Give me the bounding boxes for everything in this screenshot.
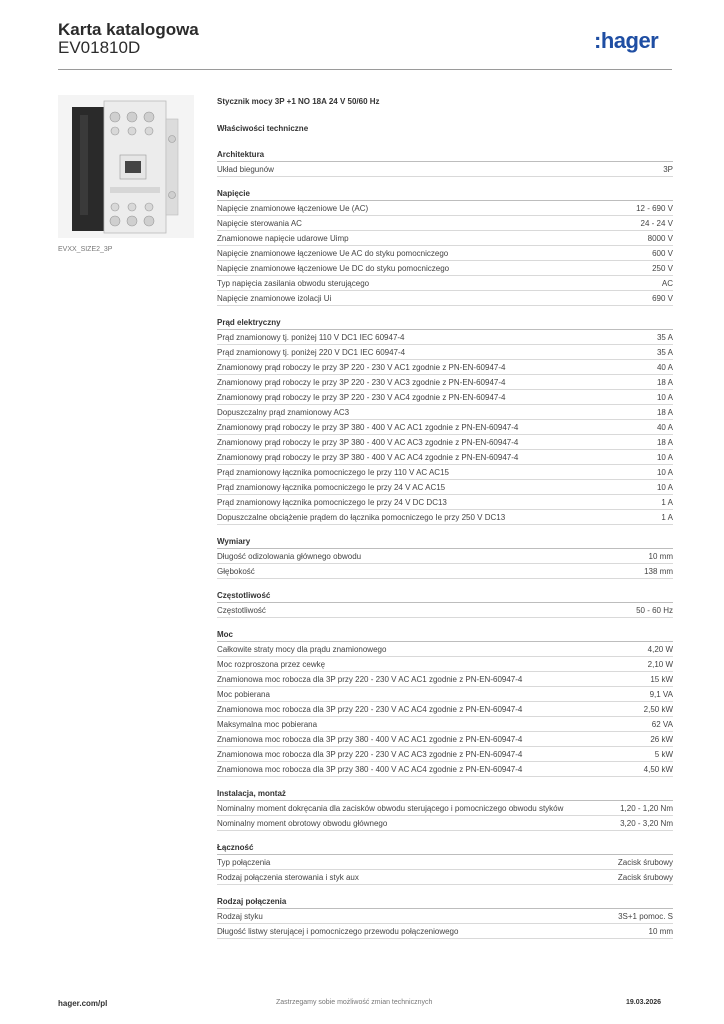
spec-row xyxy=(217,657,673,672)
spec-value: Zacisk śrubowy xyxy=(617,858,673,867)
spec-row xyxy=(217,687,673,702)
spec-value: 10 A xyxy=(656,393,673,402)
spec-label: Napięcie znamionowe łączeniowe Ue AC do styku pomocniczego xyxy=(217,249,449,258)
spec-row xyxy=(217,261,673,276)
spec-section xyxy=(217,535,673,579)
document-title: Karta katalogowa xyxy=(58,20,199,39)
spec-section xyxy=(217,787,673,831)
spec-value: 24 - 24 V xyxy=(640,219,673,228)
spec-row xyxy=(217,510,673,525)
spec-row xyxy=(217,762,673,777)
spec-value: 1 A xyxy=(661,498,673,507)
spec-section xyxy=(217,895,673,939)
spec-row xyxy=(217,276,673,291)
spec-section xyxy=(217,589,673,618)
spec-value: 2,50 kW xyxy=(643,705,673,714)
spec-row xyxy=(217,732,673,747)
spec-label: Prąd znamionowy łącznika pomocniczego Ie przy 110 V AC AC15 xyxy=(217,468,449,477)
spec-label: Prąd znamionowy tj. poniżej 220 V DC1 IEC 60947-4 xyxy=(217,348,406,357)
spec-row xyxy=(217,549,673,564)
spec-row xyxy=(217,216,673,231)
spec-label: Maksymalna moc pobierana xyxy=(217,720,318,729)
spec-label: Znamionowy prąd roboczy Ie przy 3P 380 - 400 V AC AC4 zgodnie z PN-EN-60947-4 xyxy=(217,453,519,462)
spec-section xyxy=(217,316,673,525)
spec-value: 18 A xyxy=(656,378,673,387)
logo-colon-mark: : xyxy=(594,28,601,53)
spec-value: 12 - 690 V xyxy=(636,204,673,213)
spec-row xyxy=(217,702,673,717)
spec-value: 35 A xyxy=(656,333,673,342)
spec-value: 1 A xyxy=(661,513,673,522)
spec-label: Częstotliwość xyxy=(217,606,266,615)
product-code: EV01810D xyxy=(58,38,141,57)
footer-disclaimer: Zastrzegamy sobie możliwość zmian technicznych xyxy=(276,999,433,1006)
properties-heading: Właściwości techniczne xyxy=(217,124,309,133)
spec-row xyxy=(217,420,673,435)
spec-row xyxy=(217,345,673,360)
spec-label: Moc rozproszona przez cewkę xyxy=(217,660,326,669)
spec-label: Całkowite straty mocy dla prądu znamionowego xyxy=(217,645,387,654)
section-title: Moc xyxy=(217,628,673,642)
spec-row xyxy=(217,816,673,831)
section-title: Łączność xyxy=(217,841,673,855)
spec-label: Znamionowa moc robocza dla 3P przy 220 - 230 V AC AC1 zgodnie z PN-EN-60947-4 xyxy=(217,675,523,684)
section-title: Rodzaj połączenia xyxy=(217,895,673,909)
spec-value: 18 A xyxy=(656,438,673,447)
spec-value: Zacisk śrubowy xyxy=(617,873,673,882)
spec-section xyxy=(217,841,673,885)
spec-label: Moc pobierana xyxy=(217,690,270,699)
spec-value: 50 - 60 Hz xyxy=(636,606,673,615)
spec-label: Napięcie sterowania AC xyxy=(217,219,302,228)
spec-value: 4,50 kW xyxy=(643,765,673,774)
contactor-drawing xyxy=(58,95,194,238)
product-title: Stycznik mocy 3P +1 NO 18A 24 V 50/60 Hz xyxy=(217,97,380,106)
spec-value: 5 kW xyxy=(654,750,673,759)
section-title: Instalacja, montaż xyxy=(217,787,673,801)
spec-value: 10 mm xyxy=(648,927,673,936)
spec-row xyxy=(217,870,673,885)
spec-row xyxy=(217,717,673,732)
product-image xyxy=(58,95,194,238)
spec-sections xyxy=(217,148,673,939)
header-divider xyxy=(58,69,672,70)
spec-row xyxy=(217,642,673,657)
spec-section xyxy=(217,187,673,306)
spec-row xyxy=(217,435,673,450)
spec-label: Napięcie znamionowe łączeniowe Ue DC do styku pomocniczego xyxy=(217,264,450,273)
spec-value: 10 A xyxy=(656,483,673,492)
spec-label: Dopuszczalny prąd znamionowy AC3 xyxy=(217,408,350,417)
spec-label: Prąd znamionowy łącznika pomocniczego Ie przy 24 V DC DC13 xyxy=(217,498,447,507)
hager-logo xyxy=(594,28,658,54)
spec-value: 15 kW xyxy=(650,675,673,684)
spec-value: 18 A xyxy=(656,408,673,417)
spec-label: Długość listwy sterującej i pomocniczego przewodu połączeniowego xyxy=(217,927,459,936)
spec-row xyxy=(217,495,673,510)
spec-label: Znamionowa moc robocza dla 3P przy 220 - 230 V AC AC4 zgodnie z PN-EN-60947-4 xyxy=(217,705,523,714)
spec-label: Znamionowy prąd roboczy Ie przy 3P 380 - 400 V AC AC3 zgodnie z PN-EN-60947-4 xyxy=(217,438,519,447)
spec-label: Nominalny moment dokręcania dla zacisków obwodu sterującego i pomocniczego obwodu styków xyxy=(217,804,564,813)
spec-row xyxy=(217,246,673,261)
spec-label: Głębokość xyxy=(217,567,255,576)
spec-label: Znamionowa moc robocza dla 3P przy 380 - 400 V AC AC1 zgodnie z PN-EN-60947-4 xyxy=(217,735,523,744)
spec-row xyxy=(217,672,673,687)
spec-label: Znamionowy prąd roboczy Ie przy 3P 220 - 230 V AC1 zgodnie z PN-EN-60947-4 xyxy=(217,363,506,372)
spec-label: Prąd znamionowy tj. poniżej 110 V DC1 IEC 60947-4 xyxy=(217,333,405,342)
image-caption: EVXX_SIZE2_3P xyxy=(58,246,113,253)
spec-label: Układ biegunów xyxy=(217,165,274,174)
spec-section xyxy=(217,148,673,177)
section-title: Prąd elektryczny xyxy=(217,316,673,330)
spec-value: 690 V xyxy=(652,294,673,303)
spec-row xyxy=(217,201,673,216)
spec-value: 250 V xyxy=(652,264,673,273)
spec-row xyxy=(217,330,673,345)
spec-value: 1,20 - 1,20 Nm xyxy=(620,804,673,813)
spec-value: 3P xyxy=(663,165,673,174)
spec-value: AC xyxy=(661,279,673,288)
spec-label: Nominalny moment obrotowy obwodu głównego xyxy=(217,819,388,828)
spec-row xyxy=(217,924,673,939)
spec-label: Typ połączenia xyxy=(217,858,271,867)
spec-label: Dopuszczalne obciążenie prądem do łącznika pomocniczego Ie przy 250 V DC13 xyxy=(217,513,506,522)
spec-row xyxy=(217,747,673,762)
spec-label: Długość odizolowania głównego obwodu xyxy=(217,552,362,561)
section-title: Częstotliwość xyxy=(217,589,673,603)
section-title: Wymiary xyxy=(217,535,673,549)
spec-row xyxy=(217,390,673,405)
spec-value: 3S+1 pomoc. S xyxy=(618,912,673,921)
spec-value: 26 kW xyxy=(650,735,673,744)
spec-section xyxy=(217,628,673,777)
spec-row xyxy=(217,162,673,177)
spec-row xyxy=(217,909,673,924)
spec-content xyxy=(217,96,673,939)
spec-value: 10 A xyxy=(656,453,673,462)
spec-value: 2,10 W xyxy=(647,660,673,669)
spec-value: 62 VA xyxy=(651,720,673,729)
spec-row xyxy=(217,855,673,870)
spec-label: Znamionowy prąd roboczy Ie przy 3P 220 - 230 V AC4 zgodnie z PN-EN-60947-4 xyxy=(217,393,506,402)
spec-row xyxy=(217,360,673,375)
spec-label: Znamionowa moc robocza dla 3P przy 220 - 230 V AC AC3 zgodnie z PN-EN-60947-4 xyxy=(217,750,523,759)
spec-row xyxy=(217,291,673,306)
spec-row xyxy=(217,801,673,816)
spec-label: Napięcie znamionowe łączeniowe Ue (AC) xyxy=(217,204,369,213)
spec-value: 138 mm xyxy=(644,567,673,576)
spec-row xyxy=(217,465,673,480)
spec-row xyxy=(217,231,673,246)
spec-row xyxy=(217,480,673,495)
footer-website: hager.com/pl xyxy=(58,999,108,1008)
spec-row xyxy=(217,375,673,390)
spec-value: 10 mm xyxy=(648,552,673,561)
spec-row xyxy=(217,603,673,618)
spec-label: Znamionowe napięcie udarowe Uimp xyxy=(217,234,349,243)
logo-text: hager xyxy=(600,28,659,53)
spec-label: Rodzaj styku xyxy=(217,912,263,921)
spec-value: 9,1 VA xyxy=(649,690,673,699)
spec-label: Prąd znamionowy łącznika pomocniczego Ie przy 24 V AC AC15 xyxy=(217,483,446,492)
spec-value: 8000 V xyxy=(647,234,673,243)
section-title: Napięcie xyxy=(217,187,673,201)
footer-date: 19.03.2026 xyxy=(626,999,662,1006)
spec-value: 40 A xyxy=(656,363,673,372)
spec-label: Napięcie znamionowe izolacji Ui xyxy=(217,294,332,303)
spec-value: 35 A xyxy=(656,348,673,357)
spec-value: 10 A xyxy=(656,468,673,477)
spec-label: Znamionowy prąd roboczy Ie przy 3P 380 - 400 V AC AC1 zgodnie z PN-EN-60947-4 xyxy=(217,423,519,432)
spec-row xyxy=(217,564,673,579)
spec-value: 3,20 - 3,20 Nm xyxy=(620,819,673,828)
spec-label: Typ napięcia zasilania obwodu sterującego xyxy=(217,279,370,288)
spec-label: Rodzaj połączenia sterowania i styk aux xyxy=(217,873,359,882)
section-title: Architektura xyxy=(217,148,673,162)
spec-value: 600 V xyxy=(652,249,673,258)
spec-label: Znamionowy prąd roboczy Ie przy 3P 220 - 230 V AC3 zgodnie z PN-EN-60947-4 xyxy=(217,378,506,387)
spec-value: 40 A xyxy=(656,423,673,432)
spec-value: 4,20 W xyxy=(647,645,673,654)
spec-row xyxy=(217,405,673,420)
spec-row xyxy=(217,450,673,465)
spec-label: Znamionowa moc robocza dla 3P przy 380 - 400 V AC AC4 zgodnie z PN-EN-60947-4 xyxy=(217,765,523,774)
